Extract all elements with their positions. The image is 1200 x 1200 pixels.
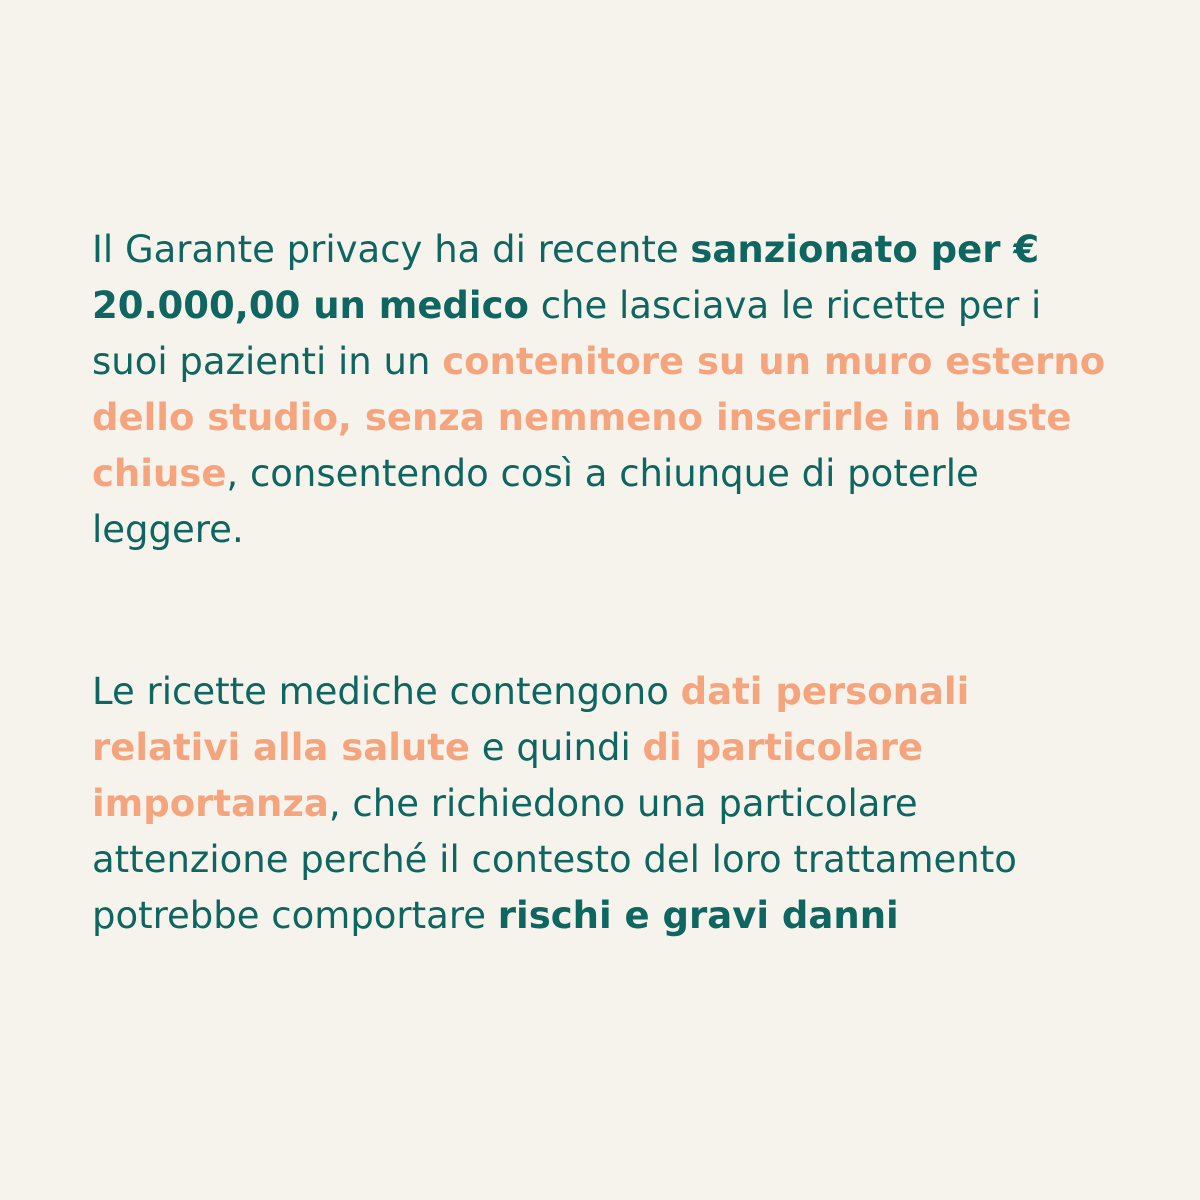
highlight-sanction-amount: sanzionato per € 20.000,00 un medico	[92, 228, 1040, 327]
text-prescriptions-contain: Le ricette mediche contengono	[92, 670, 681, 713]
text-attention: , che richiedono una particolare attenzione perché il contesto del loro trattamento potrebbe comportare	[92, 782, 1017, 937]
text-therefore: e quindi	[470, 726, 643, 769]
text-consequence: , consentendo così a chiunque di poterle leggere.	[92, 452, 979, 551]
highlight-health-data: dati personali relativi alla salute	[92, 670, 970, 769]
post-content	[92, 222, 1122, 944]
paragraph-sanction	[92, 222, 1122, 558]
highlight-container: contenitore su un muro esterno dello studio, senza nemmeno inserirle in buste chiuse	[92, 340, 1106, 495]
text-intro: Il Garante privacy ha di recente	[92, 228, 691, 271]
highlight-importance: di particolare importanza	[92, 726, 923, 825]
highlight-risks: rischi e gravi danni	[497, 894, 899, 937]
text-prescriptions: che lasciava le ricette per i suoi pazienti in un	[92, 284, 1042, 383]
paragraph-health-data	[92, 664, 1122, 944]
